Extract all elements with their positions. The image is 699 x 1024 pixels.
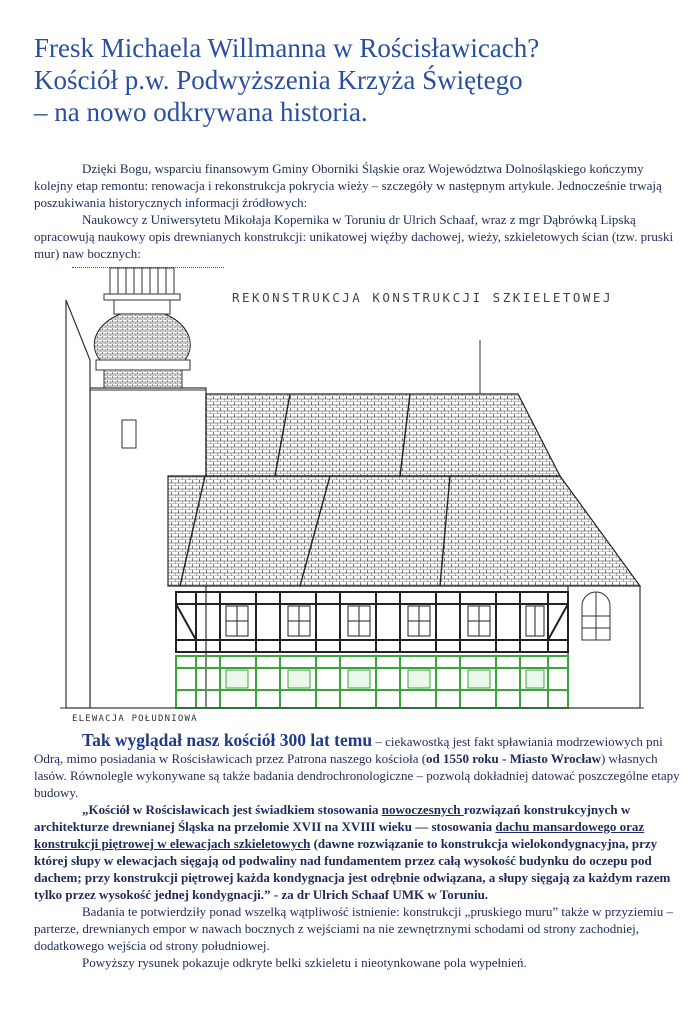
intro-text (34, 160, 680, 262)
drawing-title: REKONSTRUKCJA KONSTRUKCJI SZKIELETOWEJ (232, 290, 613, 305)
quote-b: rozwiązań konstrukcyjnych w architekturze drewnianej Śląska na przełomie XVII na XVIII wieku — stosowania (34, 802, 631, 834)
upper-roof (206, 394, 560, 476)
title-line-3: – na nowo odkrywana historia. (34, 97, 368, 127)
title-line-1: Fresk Michaela Willmanna w Rościsławicach? (34, 33, 540, 63)
tower-dome (94, 314, 190, 360)
body-paragraph-3: Badania te potwierdziły ponad wszelką wątpliwość istnienie: konstrukcji „pruskiego muru” także w przyziemiu – parterze, drewnianych empor w nawach bocznych z wejściami na nie zewnętrznymi schodami od strony zachodniej, dodatkowego wejścia od strony południowej. (34, 904, 673, 953)
quote-a: „Kościół w Rościsławicach jest świadkiem stosowania (82, 802, 382, 817)
article-body (34, 732, 682, 971)
p1-text-a: – ciekawostką jest fakt spławiania modrzewiowych pni Odrą, mimo posiadania w Rościsławicach przez Patrona naszego kościoła ( (34, 734, 663, 766)
lower-roof (168, 476, 640, 586)
title-line-2: Kościół p.w. Podwyższenia Krzyża Świętego (34, 65, 523, 95)
intro-paragraph-1: Dzięki Bogu, wsparciu finansowym Gminy Oborniki Śląskie oraz Województwa Dolnośląskiego kończymy kolejny etap remontu: renowacja i rekonstrukcja pokrycia wieży – szczegóły w następnym artykule. Jednocześnie trwają poszukiwania historycznych informacji źródłowych: (34, 161, 662, 210)
tower-buttress (66, 300, 90, 708)
body-paragraph-4: Powyższy rysunek pokazuje odkryte belki szkieletu i nieotynkowane pola wypełnień. (82, 955, 527, 970)
lead-heading: Tak wyglądał nasz kościół 300 lat temu (82, 730, 373, 750)
p1-text-bold: od 1550 roku - Miasto Wrocław (426, 751, 601, 766)
quote-underline-2: dachu mansardowego oraz konstrukcji piętrowej w elewacjach szkieletowych (34, 819, 645, 851)
church-elevation-drawing (0, 262, 699, 732)
quote-paragraph (34, 801, 682, 903)
tower-lantern (104, 268, 180, 314)
p1-text-c: ) własnych lasów. Równolegle wykonywane są także badania dendrochronologiczne – pozwolą dokładniej datować poszczególne etapy budowy. (34, 751, 680, 800)
intro-paragraph-2: Naukowcy z Uniwersytetu Mikołaja Kopernika w Toruniu dr Ulrich Schaaf, wraz z mgr Dąbrówką Lipską opracowują naukowy opis drewnianych konstrukcji: unikatowej więźby dachowej, wieży, szkieletowych ścian (tzw. pruski mur) naw bocznych: (34, 212, 674, 261)
elevation-label: ELEWACJA POŁUDNIOWA (72, 714, 198, 724)
article-title (34, 32, 684, 128)
body-paragraph-1 (34, 732, 682, 801)
quote-underline-1: nowoczesnych (381, 802, 464, 817)
quote-c: (dawne rozwiązanie to konstrukcja wielokondygnacyjna, przy której słupy w elewacjach sięgają od podwaliny nad fundamentem przez całą wysokość budynku do oczepu pod dachem; przy konstrukcji piętrowej każda kondygnacja jest odrębnie odwiązana, a słupy sięgają za każdym razem tylko przez wysokość jednej kondygnacji.” - za dr Ulrich Schaaf UMK w Toruniu. (34, 836, 671, 902)
